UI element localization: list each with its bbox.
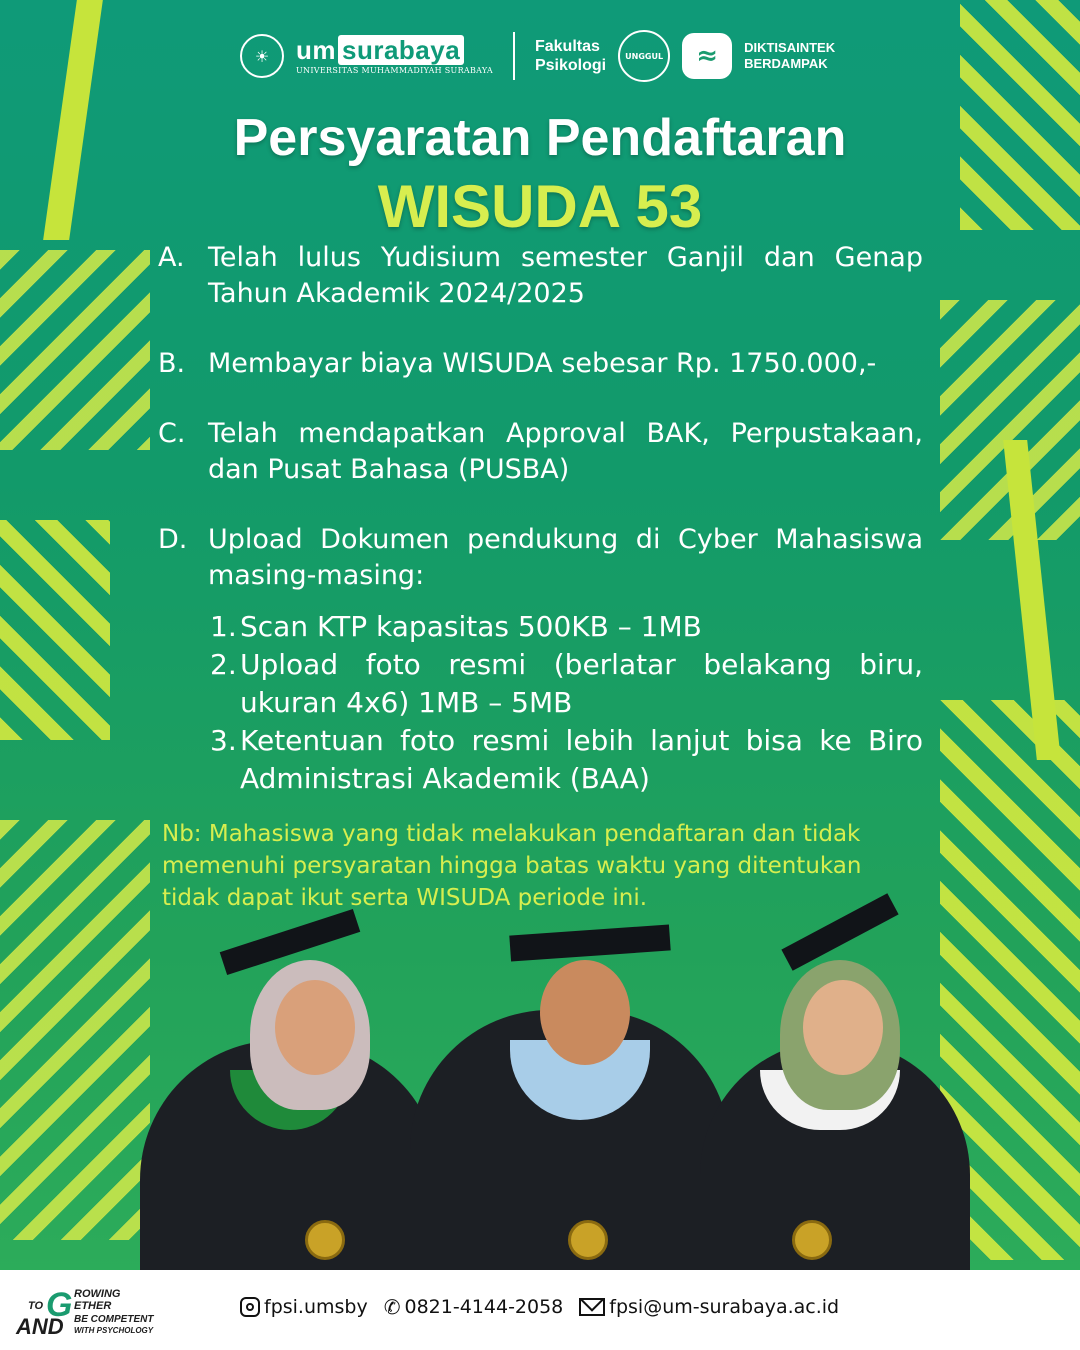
accreditation-label: UNGGUL	[625, 51, 664, 61]
faculty-line-2: Psikologi	[534, 57, 607, 74]
graduates-photo	[140, 910, 970, 1270]
faculty-name	[535, 37, 606, 75]
accreditation-badge	[618, 30, 670, 82]
graduate-left-face	[275, 980, 355, 1075]
umsurabaya-logo	[296, 37, 493, 75]
requirement-text: Upload Dokumen pendukung di Cyber Mahasiswa masing-masing:	[208, 524, 923, 591]
tagline-and: AND	[16, 1314, 64, 1339]
tagline-rowing: ROWING	[74, 1288, 121, 1300]
dikti-line-2: BERDAMPAK	[744, 56, 828, 71]
requirement-text: Membayar biaya WISUDA sebesar Rp. 1750.000,-	[208, 348, 877, 379]
requirement-letter: B.	[158, 348, 186, 379]
tagline-g: G	[46, 1286, 73, 1324]
requirement-text: Telah mendapatkan Approval BAK, Perpustakaan, dan Pusat Bahasa (PUSBA)	[208, 418, 923, 485]
document-number: 1.	[210, 610, 237, 643]
document-item	[210, 646, 923, 722]
document-text: Scan KTP kapasitas 500KB – 1MB	[240, 610, 702, 643]
requirements-list	[158, 240, 923, 798]
phone-contact[interactable]	[384, 1295, 564, 1319]
graduate-right-face	[803, 980, 883, 1075]
diktisaintek-logo-icon: ≈	[682, 33, 732, 79]
decor-stripes-left-top	[0, 250, 150, 450]
requirement-text: Telah lulus Yudisium semester Ganjil dan Genap Tahun Akademik 2024/2025	[208, 242, 923, 309]
graduate-right-medal	[792, 1220, 832, 1260]
requirement-letter: A.	[158, 242, 185, 273]
document-number: 3.	[210, 724, 237, 757]
requirement-letter: D.	[158, 524, 188, 555]
tagline-ether: ETHER	[74, 1300, 112, 1312]
documents-list	[210, 608, 923, 798]
requirement-letter: C.	[158, 418, 186, 449]
requirement-item	[158, 522, 923, 594]
header-divider	[513, 32, 515, 80]
document-text: Upload foto resmi (berlatar belakang biru, ukuran 4x6) 1MB – 5MB	[240, 648, 923, 719]
contact-bar	[240, 1295, 839, 1319]
page-subtitle: WISUDA 53	[377, 173, 703, 240]
decor-stripes-left-mid	[0, 520, 110, 740]
instagram-contact[interactable]	[240, 1296, 368, 1318]
muhammadiyah-seal-icon: ☀	[240, 34, 284, 78]
graduate-middle-cap	[509, 924, 670, 961]
phone-icon: ✆	[383, 1295, 401, 1319]
logo-subtitle: UNIVERSITAS MUHAMMADIYAH SURABAYA	[296, 66, 493, 75]
instagram-icon	[240, 1297, 260, 1317]
phone-number: 0821-4144-2058	[404, 1296, 564, 1318]
note-text: Nb: Mahasiswa yang tidak melakukan pendaftaran dan tidak memenuhi persyaratan hingga batas waktu yang ditentukan tidak dapat ikut serta WISUDA periode ini.	[162, 821, 862, 911]
requirement-item	[158, 240, 923, 312]
diktisaintek-text	[744, 40, 835, 73]
tagline-to: TO	[28, 1300, 44, 1312]
dikti-line-1: DIKTISAINTEK	[744, 39, 836, 55]
logo-um: um	[296, 35, 336, 65]
tagline-be-competent: BE COMPETENT	[74, 1314, 154, 1325]
graduate-middle-medal	[568, 1220, 608, 1260]
document-item	[210, 608, 923, 646]
tagline-with-psychology: WITH PSYCHOLOGY	[74, 1326, 154, 1335]
document-number: 2.	[210, 648, 237, 681]
faculty-line-1: Fakultas	[534, 37, 600, 55]
document-text: Ketentuan foto resmi lebih lanjut bisa ke Biro Administrasi Akademik (BAA)	[240, 724, 923, 795]
email-address: fpsi@um-surabaya.ac.id	[609, 1296, 840, 1318]
decor-stripes-left-bottom	[0, 820, 150, 1240]
footer	[0, 1270, 1080, 1350]
logo-surabaya: surabaya	[338, 35, 464, 65]
document-item	[210, 722, 923, 798]
email-contact[interactable]	[579, 1296, 839, 1318]
instagram-handle: fpsi.umsby	[264, 1296, 368, 1318]
graduate-middle-face	[540, 960, 630, 1065]
mail-icon	[579, 1298, 605, 1316]
requirement-item	[158, 416, 923, 488]
graduate-left-medal	[305, 1220, 345, 1260]
page-title: Persyaratan Pendaftaran	[233, 109, 847, 167]
header-logos	[240, 26, 835, 86]
requirement-item	[158, 346, 923, 382]
